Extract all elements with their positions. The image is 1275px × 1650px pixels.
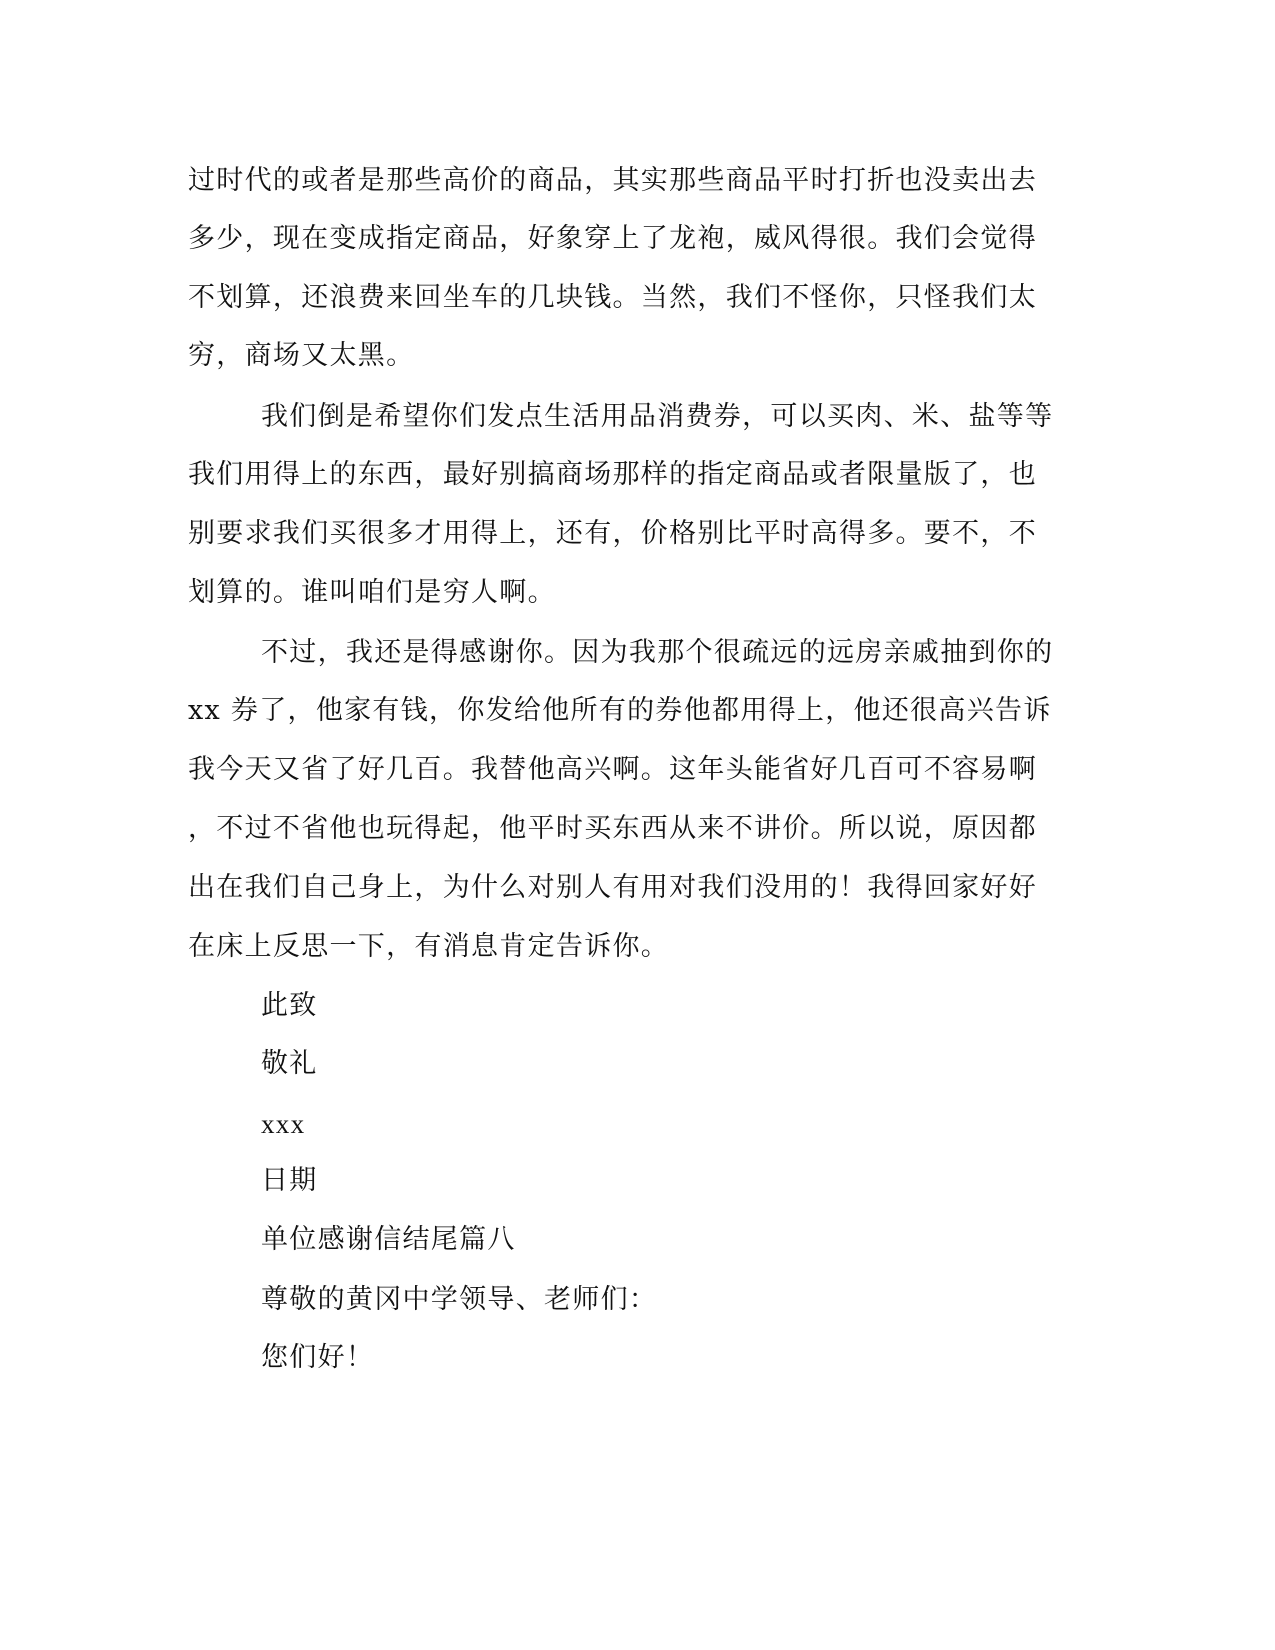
paragraph-3-line-6: 在床上反思一下，有消息肯定告诉你。	[188, 931, 670, 962]
paragraph-2-line-4: 划算的。谁叫咱们是穷人啊。	[188, 577, 556, 608]
paragraph-3-line-3: 我今天又省了好几百。我替他高兴啊。这年头能省好几百可不容易啊	[188, 754, 1037, 785]
paragraph-2-line-3: 别要求我们买很多才用得上，还有，价格别比平时高得多。要不，不	[188, 518, 1037, 549]
paragraph-1-line-3: 不划算，还浪费来回坐车的几块钱。当然，我们不怪你，只怪我们太	[188, 282, 1037, 313]
paragraph-3-line-2: xx 券了，他家有钱，你发给他所有的券他都用得上，他还很高兴告诉	[188, 695, 1052, 726]
date-label: 日期	[261, 1165, 318, 1196]
paragraph-3-line-4: ，不过不省他也玩得起，他平时买东西从来不讲价。所以说，原因都	[188, 813, 1037, 844]
closing-salutation-2: 敬礼	[261, 1048, 318, 1079]
addressee: 尊敬的黄冈中学领导、老师们：	[261, 1284, 658, 1315]
signature: xxx	[261, 1109, 306, 1139]
greeting: 您们好！	[261, 1342, 375, 1373]
paragraph-1-line-1: 过时代的或者是那些高价的商品，其实那些商品平时打折也没卖出去	[188, 165, 1037, 196]
paragraph-3-line-5: 出在我们自己身上，为什么对别人有用对我们没用的！我得回家好好	[188, 872, 1037, 903]
paragraph-2-line-1: 我们倒是希望你们发点生活用品消费券，可以买肉、米、盐等等	[261, 401, 1054, 432]
paragraph-3-line-1: 不过，我还是得感谢你。因为我那个很疏远的远房亲戚抽到你的	[261, 637, 1054, 668]
paragraph-1-line-4: 穷，商场又太黑。	[188, 340, 415, 371]
section-title: 单位感谢信结尾篇八	[261, 1224, 516, 1255]
closing-salutation-1: 此致	[261, 990, 318, 1021]
paragraph-2-line-2: 我们用得上的东西，最好别搞商场那样的指定商品或者限量版了，也	[188, 459, 1037, 490]
paragraph-1-line-2: 多少，现在变成指定商品，好象穿上了龙袍，威风得很。我们会觉得	[188, 223, 1037, 254]
